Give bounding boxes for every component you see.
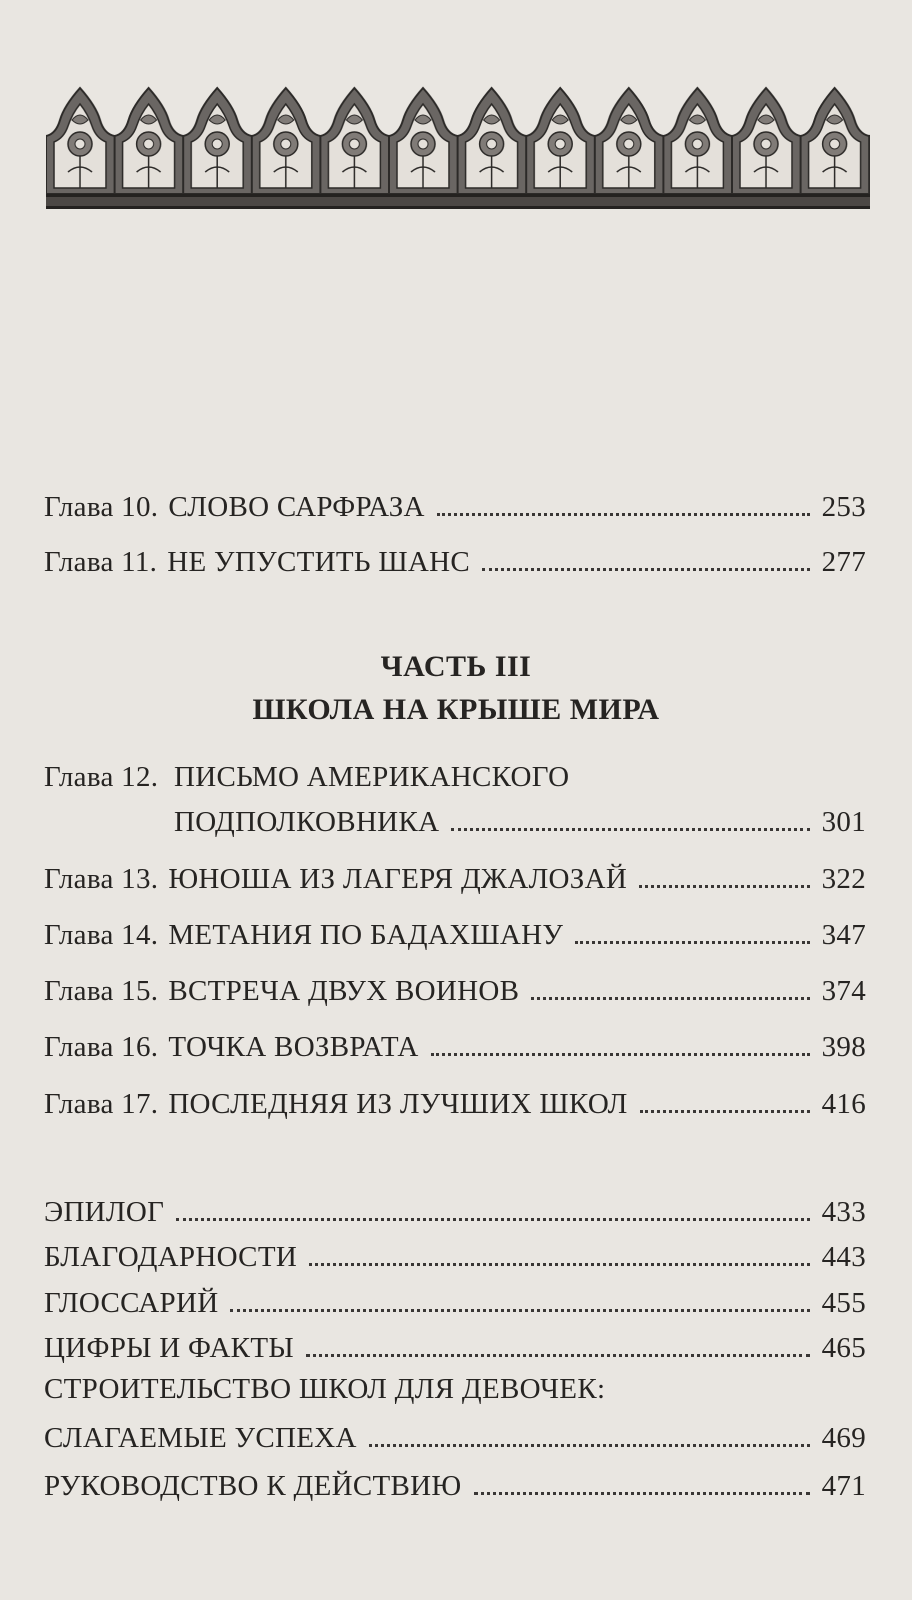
dot-leader [309,1263,810,1266]
dot-leader [482,568,810,571]
toc-entry-chapter-11[interactable] [44,533,866,577]
chapter-title: ПОСЛЕДНЯЯ ИЗ ЛУЧШИХ ШКОЛ [168,1088,628,1120]
page-number: 347 [821,919,866,951]
dot-leader [230,1309,809,1312]
toc-entry-epilogue[interactable] [44,1183,866,1227]
page-number: 398 [821,1031,866,1063]
section-title-line-2: СЛАГАЕМЫЕ УСПЕХА [44,1422,357,1454]
page-number: 277 [821,546,866,578]
section-title-line-1: СТРОИТЕЛЬСТВО ШКОЛ ДЛЯ ДЕВОЧЕК: [44,1373,606,1405]
page-number: 301 [821,806,866,838]
page-number: 416 [821,1088,866,1120]
section-title: ЦИФРЫ И ФАКТЫ [44,1332,294,1364]
dot-leader [176,1218,809,1221]
toc-entry-building-schools[interactable] [44,1409,866,1453]
toc-entry-glossary[interactable] [44,1274,866,1318]
chapter-label: Глава 13. [44,863,159,895]
toc-entry-chapter-12[interactable] [174,793,866,837]
chapter-title: МЕТАНИЯ ПО БАДАХШАНУ [168,919,564,951]
page-number: 253 [821,491,866,523]
toc-entry-acknowledgements[interactable] [44,1228,866,1272]
section-title: РУКОВОДСТВО К ДЕЙСТВИЮ [44,1470,462,1502]
chapter-label: Глава 15. [44,975,159,1007]
toc-entry-chapter-13[interactable] [44,850,866,894]
section-title: БЛАГОДАРНОСТИ [44,1241,298,1273]
chapter-title: ТОЧКА ВОЗВРАТА [168,1031,419,1063]
toc-entry-chapter-16[interactable] [44,1018,866,1062]
chapter-label: Глава 10. [44,491,159,523]
dot-leader [575,941,809,944]
chapter-label: Глава 12. [44,761,159,793]
toc-entry-chapter-17[interactable] [44,1075,866,1119]
part-heading-number: ЧАСТЬ III [380,650,532,683]
chapter-title: ЮНОША ИЗ ЛАГЕРЯ ДЖАЛОЗАЙ [168,863,628,895]
chapter-title: ВСТРЕЧА ДВУХ ВОИНОВ [168,975,520,1007]
chapter-label: Глава 16. [44,1031,159,1063]
toc-entry-chapter-14[interactable] [44,906,866,950]
page-number: 471 [821,1470,866,1502]
page-number: 322 [821,863,866,895]
dot-leader [451,828,809,831]
section-title: ЭПИЛОГ [44,1196,165,1228]
toc-entry-chapter-10[interactable] [44,478,866,522]
dot-leader [306,1354,810,1357]
page-number: 374 [821,975,866,1007]
chapter-title: СЛОВО САРФРАЗА [168,491,425,523]
dot-leader [369,1444,810,1447]
part-heading-title: ШКОЛА НА КРЫШЕ МИРА [252,693,660,726]
chapter-title: НЕ УПУСТИТЬ ШАНС [167,546,471,578]
dot-leader [531,997,809,1000]
page-number: 469 [821,1422,866,1454]
section-title: ГЛОССАРИЙ [44,1287,219,1319]
toc-entry-chapter-15[interactable] [44,962,866,1006]
page-number: 465 [821,1332,866,1364]
toc-entry-action-guide[interactable] [44,1457,866,1501]
dot-leader [431,1053,810,1056]
chapter-title-line-1: ПИСЬМО АМЕРИКАНСКОГО [174,761,570,793]
dot-leader [639,885,810,888]
toc-entry-figures-and-facts[interactable] [44,1319,866,1363]
dot-leader [437,513,810,516]
page-number: 455 [821,1287,866,1319]
dot-leader [640,1110,810,1113]
chapter-label: Глава 11. [44,546,158,578]
chapter-label: Глава 14. [44,919,159,951]
dot-leader [474,1492,810,1495]
page-number: 443 [821,1241,866,1273]
page-number: 433 [821,1196,866,1228]
chapter-label: Глава 17. [44,1088,159,1120]
chapter-title-line-2: ПОДПОЛКОВНИКА [174,806,440,838]
decorative-border-ornament [46,76,870,216]
